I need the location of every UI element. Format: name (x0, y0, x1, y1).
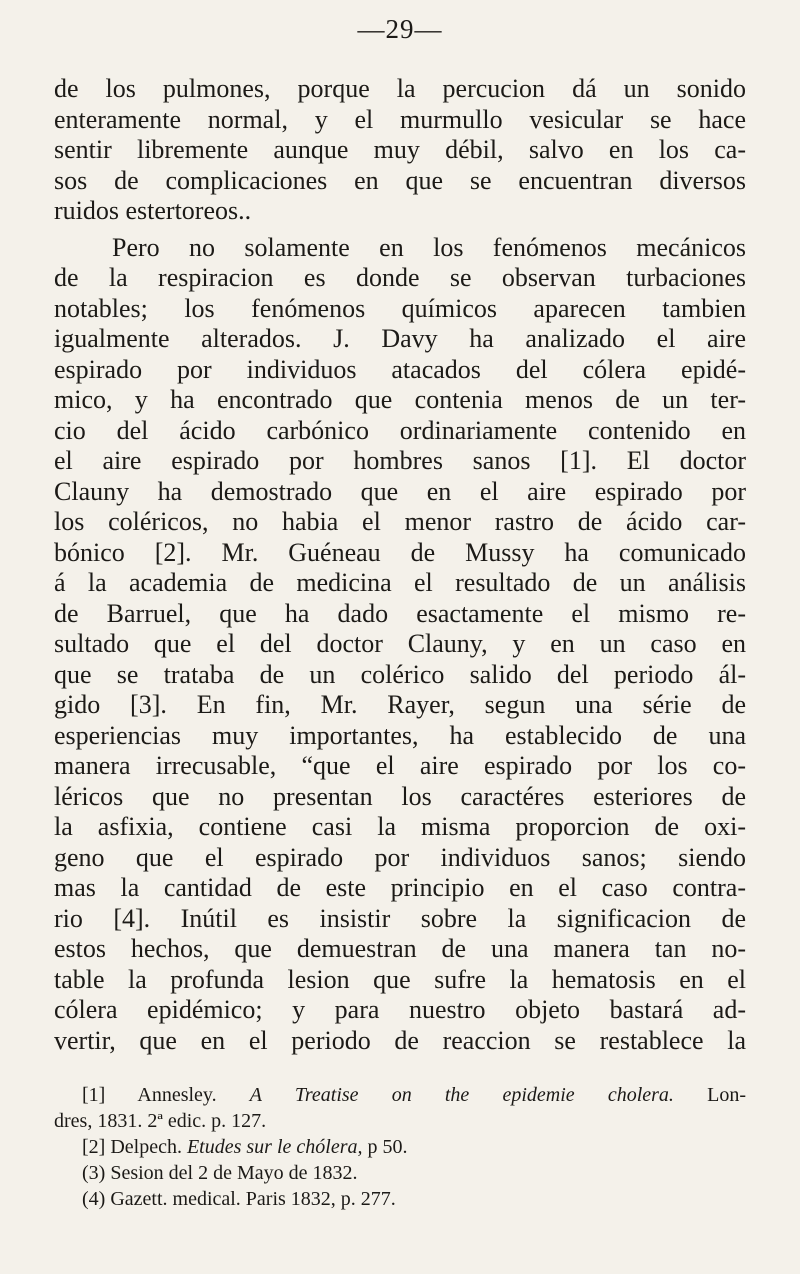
body-text (54, 74, 746, 1056)
text-line: ruidos estertoreos.. (54, 196, 252, 225)
footnote-1-ref: [1] Annesley. (82, 1084, 217, 1106)
text-line: que se trataba de un colérico salido del periodo ál- (54, 659, 746, 689)
text-line: sultado que el del doctor Clauny, y en un caso en (54, 629, 746, 658)
footnote-1-suffix: Lon- (707, 1084, 746, 1106)
text-line: esperiencias muy importantes, ha establecido de una (54, 720, 746, 750)
text-line: cio del ácido carbónico ordinariamente contenido en (54, 415, 746, 445)
footnote-2-ref: [2] Delpech. (82, 1136, 182, 1158)
text-line: de Barruel, que ha dado esactamente el mismo re- (54, 598, 746, 628)
text-line: de los pulmones, porque la percucion dá un sonido (54, 74, 746, 103)
footnotes (54, 1082, 746, 1212)
text-line: la asfixia, contiene casi la misma proporcion de oxi- (54, 812, 746, 841)
text-line: bónico [2]. Mr. Guéneau de Mussy ha comunicado (54, 537, 746, 567)
footnote-2-suffix: p 50. (367, 1136, 408, 1158)
text-line: rio [4]. Inútil es insistir sobre la significacion de (54, 903, 746, 933)
footnote-2-title: Etudes sur le chólera, (186, 1136, 363, 1158)
text-line: enteramente normal, y el murmullo vesicular se hace (54, 104, 746, 134)
page-number: —29— (357, 14, 443, 44)
text-line: manera irrecusable, “que el aire espirado por los co- (54, 751, 746, 780)
footnote-1-title: A Treatise on the epidemie cholera. (249, 1084, 674, 1106)
text-line: estos hechos, que demuestran de una manera tan no- (54, 934, 746, 963)
text-line: los coléricos, no habia el menor rastro de ácido car- (54, 507, 746, 536)
text-line: mico, y ha encontrado que contenia menos de un ter- (54, 385, 746, 414)
text-line: sentir libremente aunque muy débil, salvo en los ca- (54, 135, 746, 164)
text-line: Clauny ha demostrado que en el aire espirado por (54, 476, 746, 506)
text-line: el aire espirado por hombres sanos [1]. El doctor (54, 446, 746, 475)
text-line: gido [3]. En fin, Mr. Rayer, segun una série de (54, 690, 746, 719)
text-line: vertir, que en el periodo de reaccion se restablece la (54, 1025, 746, 1055)
text-line: á la academia de medicina el resultado de un análisis (54, 568, 746, 597)
paragraph (54, 74, 746, 227)
footnote-3: (3) Sesion del 2 de Mayo de 1832. (82, 1162, 358, 1184)
text-line: cólera epidémico; y para nuestro objeto bastará ad- (54, 995, 746, 1024)
text-line: de la respiracion es donde se observan turbaciones (54, 263, 746, 292)
footnote-1 (54, 1082, 746, 1108)
footnote-4: (4) Gazett. medical. Paris 1832, p. 277. (82, 1188, 396, 1210)
text-line: espirado por individuos atacados del cólera epidé- (54, 354, 746, 384)
footnote-2 (54, 1134, 746, 1160)
text-line: geno que el espirado por individuos sanos; siendo (54, 842, 746, 872)
paragraph (54, 233, 746, 1057)
footnote-1-continued: dres, 1831. 2ª edic. p. 127. (54, 1110, 267, 1132)
text-line: sos de complicaciones en que se encuentran diversos (54, 165, 746, 195)
text-line: Pero no solamente en los fenómenos mecánicos (112, 232, 746, 262)
text-line: notables; los fenómenos químicos aparecen tambien (54, 293, 746, 323)
text-line: table la profunda lesion que sufre la hematosis en el (54, 964, 746, 994)
text-line: igualmente alterados. J. Davy ha analizado el aire (54, 324, 746, 353)
text-line: mas la cantidad de este principio en el caso contra- (54, 873, 746, 902)
text-line: léricos que no presentan los caractéres esteriores de (54, 781, 746, 811)
